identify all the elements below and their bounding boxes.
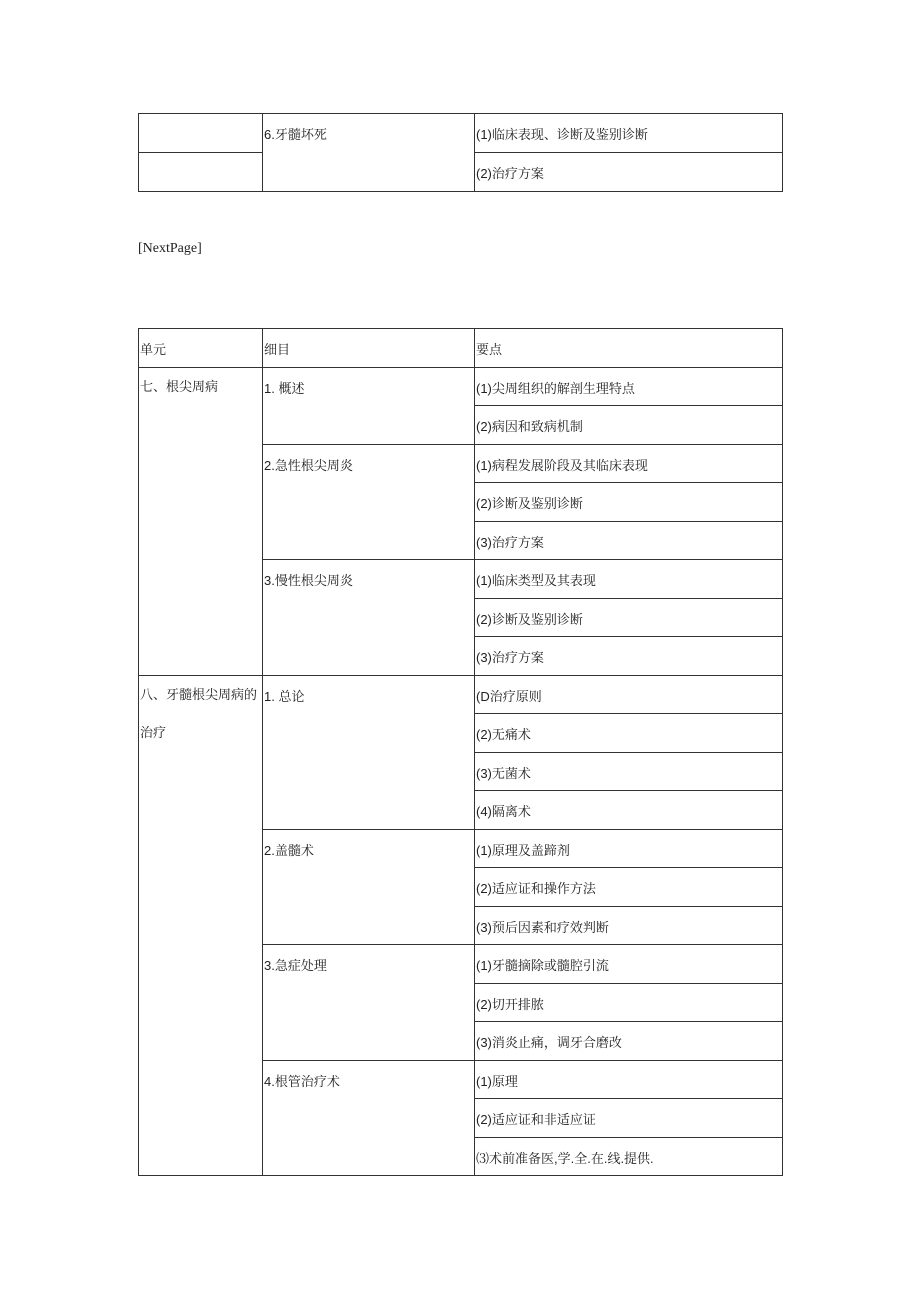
point-header: 要点 (475, 329, 783, 368)
point-cell: (1)牙髓摘除或髓腔引流 (475, 945, 783, 984)
point-cell: (3)预后因素和疗效判断 (475, 906, 783, 945)
point-cell: (3)消炎止痛，调牙合磨改 (475, 1022, 783, 1061)
point-cell: (3)治疗方案 (475, 521, 783, 560)
unit-cell (139, 114, 263, 153)
detail-cell: 4.根管治疗术 (263, 1060, 475, 1176)
detail-cell: 6.牙髓坏死 (263, 114, 475, 192)
point-cell: (2)适应证和操作方法 (475, 868, 783, 907)
detail-cell: 2.盖髓术 (263, 829, 475, 945)
point-cell: (2)诊断及鉴别诊断 (475, 483, 783, 522)
point-cell: (1)尖周组织的解剖生理特点 (475, 367, 783, 406)
point-cell: (3)治疗方案 (475, 637, 783, 676)
point-cell: (2)治疗方案 (475, 153, 783, 192)
header-row (139, 329, 783, 368)
unit-cell: 八、牙髓根尖周病的治疗 (139, 675, 263, 1176)
point-cell: (2)适应证和非适应证 (475, 1099, 783, 1138)
point-cell: (2)切开排脓 (475, 983, 783, 1022)
detail-cell: 1. 总论 (263, 675, 475, 829)
unit-header: 单元 (139, 329, 263, 368)
table-row (139, 114, 783, 153)
point-cell: (D治疗原则 (475, 675, 783, 714)
point-cell: (1)病程发展阶段及其临床表现 (475, 444, 783, 483)
point-cell: (1)原理及盖蹄剂 (475, 829, 783, 868)
point-cell: ⑶术前准备医,学.全.在.线.提供. (475, 1137, 783, 1176)
point-cell: (2)诊断及鉴别诊断 (475, 598, 783, 637)
detail-cell: 3.慢性根尖周炎 (263, 560, 475, 676)
point-cell: (2)无痛术 (475, 714, 783, 753)
point-cell: (3)无菌术 (475, 752, 783, 791)
syllabus-table-continued (138, 113, 783, 192)
point-cell: (1)临床表现、诊断及鉴别诊断 (475, 114, 783, 153)
table-row (139, 675, 783, 714)
detail-cell: 3.急症处理 (263, 945, 475, 1061)
detail-cell: 1. 概述 (263, 367, 475, 444)
syllabus-table (138, 328, 783, 1176)
next-page-marker: [NextPage] (138, 241, 202, 256)
point-cell: (4)隔离术 (475, 791, 783, 830)
point-cell: (2)病因和致病机制 (475, 406, 783, 445)
detail-header: 细目 (263, 329, 475, 368)
unit-cell (139, 153, 263, 192)
detail-cell: 2.急性根尖周炎 (263, 444, 475, 560)
point-cell: (1)临床类型及其表现 (475, 560, 783, 599)
unit-cell: 七、根尖周病 (139, 367, 263, 675)
point-cell: (1)原理 (475, 1060, 783, 1099)
table-row (139, 367, 783, 406)
